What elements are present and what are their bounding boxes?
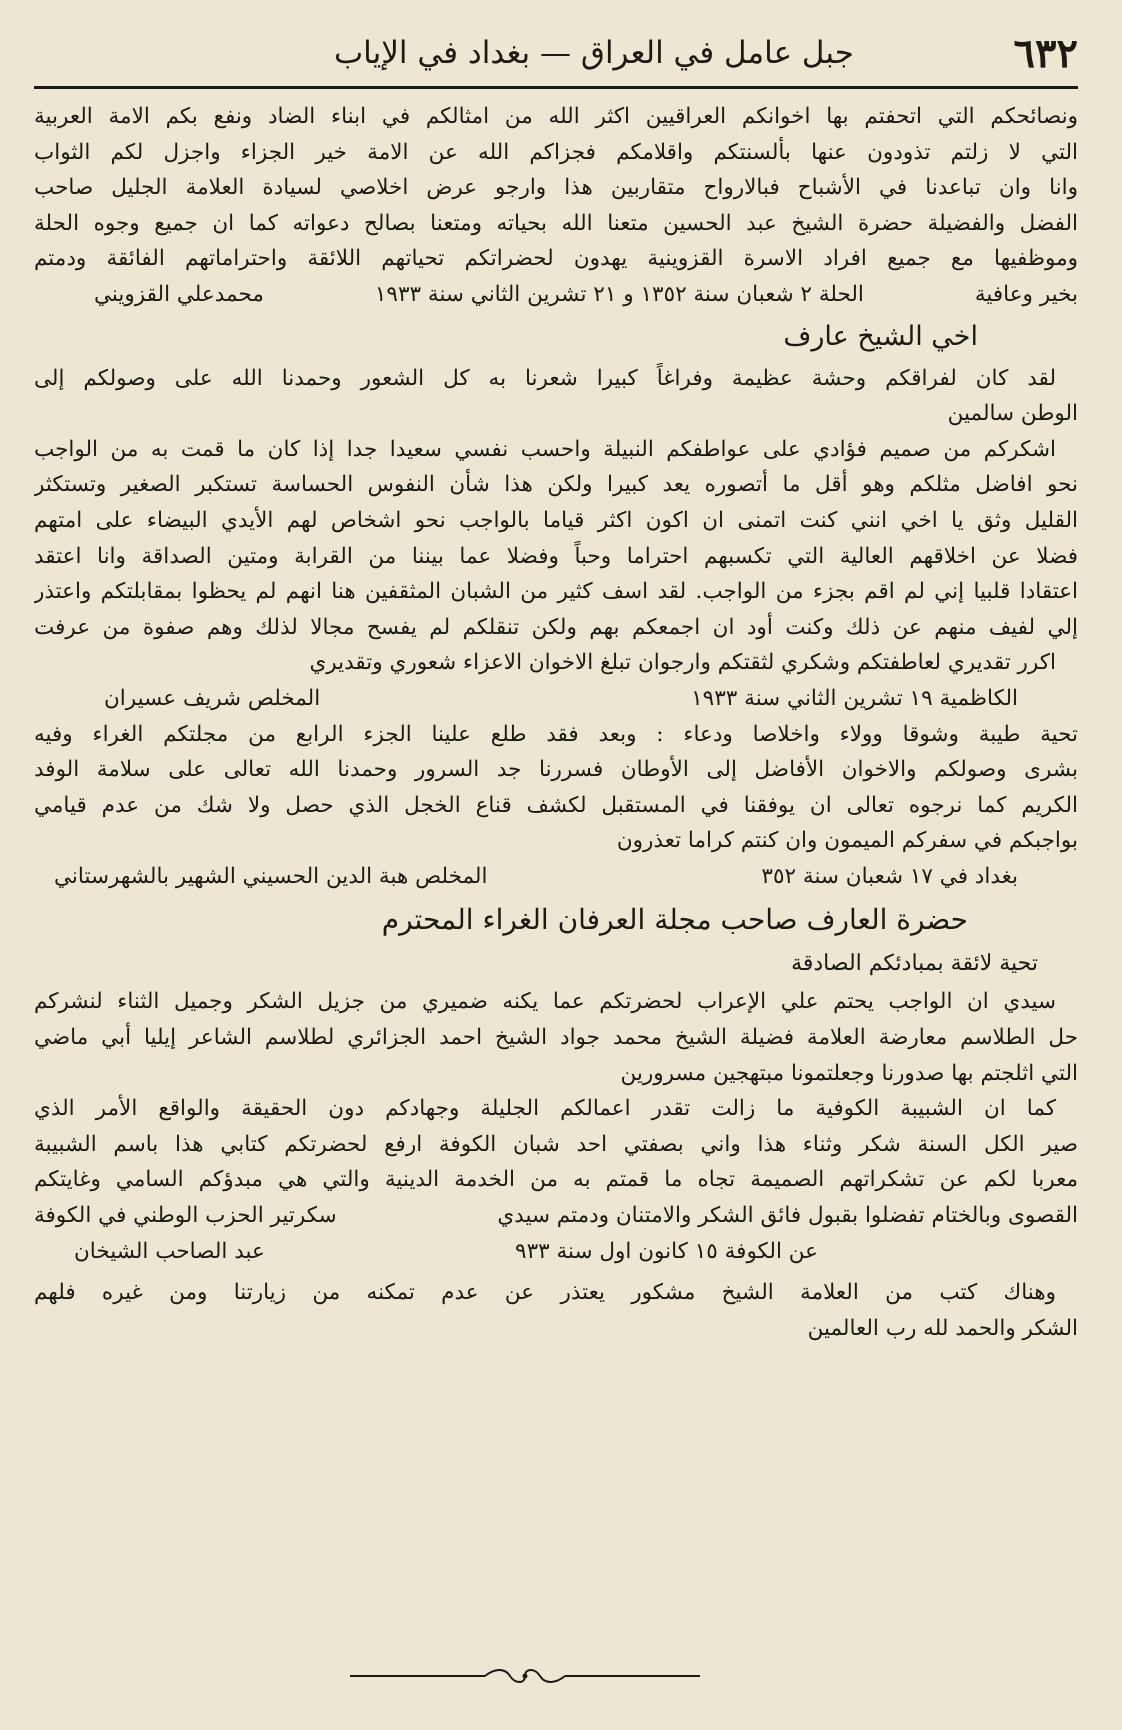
end-ornament <box>350 1668 700 1684</box>
text-line: كما ان الشبيبة الكوفية ما زالت تقدر اعمالكم الجليلة وجهادكم دون الحقيقة والواقع الأمر الذي <box>34 1096 1056 1122</box>
letter-heading: اخي الشيخ عارف <box>783 320 978 352</box>
text-line: التي اثلجتم بها صدورنا وجعلتمونا مبتهجين مسرورين <box>620 1060 1078 1086</box>
text-line: اشكركم من صميم فؤادي على عواطفكم النبيلة واحسب نفسي سعيدا جدا إذا كان ما قمت به من الواجب <box>34 436 1056 462</box>
place-date: الحلة ٢ شعبان سنة ١٣٥٢ و ٢١ تشرين الثاني سنة ١٩٣٣ <box>374 281 864 307</box>
letter-osseiran <box>34 315 1078 717</box>
closing-phrase: بخير وعافية <box>974 281 1078 307</box>
text-line: معربا لكم عن تشكراتهم الصميمة تجاه ما قمتم به من الخدمة الدينية والتي هي مبدؤكم السامي وغايتكم <box>34 1167 1078 1193</box>
letter-heading: حضرة العارف صاحب مجلة العرفان الغراء المحترم <box>381 903 968 937</box>
text-line: الوطن سالمين <box>947 401 1078 427</box>
text-line: تحية طيبة وشوقا وولاء واخلاصا ودعاء : وبعد فقد طلع علينا الجزء الرابع من مجلتكم الغراء وفيه <box>34 721 1078 747</box>
page-number: ٦٣٢ <box>1013 29 1078 77</box>
running-head: جبل عامل في العراق — بغداد في الإياب <box>334 35 854 71</box>
text-line: وموظفيها مع جميع افراد الاسرة القزوينية يهدون لحضراتكم تحياتهم اللائقة واحتراماتهم الفائقة ودمتم <box>34 246 1078 272</box>
text-line: إلي لفيف منهم عن ذلك وكنت أود ان اجمعكم بهم ولكن تنقلكم لم يفسح مجالا لذلك وهم صفوة من عرفت <box>34 614 1078 640</box>
text-line: بواجبكم في سفركم الميمون وان كنتم كراما تعذرون <box>616 828 1078 854</box>
text-line: سيدي ان الواجب يحتم علي الإعراب لحضرتكم عما يكنه ضميري من جزيل الشكر وجميل الثناء لنشركم <box>34 989 1056 1015</box>
text-line: القليل وثق يا اخي انني كنت اتمنى ان اكون اكثر قياما بالواجب نحو اشخاص لهم الأيدي البيضاء على امتهم <box>34 507 1078 533</box>
page-body <box>34 99 1078 1346</box>
text-line: فضلا عن اخلاقهم العالية التي تكسبهم احتراما وحباً وفضلا عما بيننا من القرابة ومتين الصداقة وانا اعتقد <box>34 543 1078 569</box>
text-line: الكريم كما نرجوه تعالى ان يوفقنا في المستقبل لكشف قناع الخجل الذي حصل ولا شك من عدم قيامي <box>34 792 1078 818</box>
signature-line <box>34 277 1078 313</box>
text-line: الشكر والحمد لله رب العالمين <box>807 1315 1078 1341</box>
signature-line <box>34 681 1078 717</box>
letter-kufa <box>34 896 1078 1269</box>
place-date: بغداد في ١٧ شعبان سنة ٣٥٢ <box>761 863 1018 889</box>
place-date: عن الكوفة ١٥ كانون اول سنة ٩٣٣ <box>515 1238 818 1264</box>
signature-line <box>34 1234 1078 1270</box>
closing-note <box>34 1275 1078 1346</box>
text-line: اعتقادا قلبيا إني لم اقم بجزء من الواجب. لقد اسف كثير من الشبان المثقفين هنا انهم لم يحظوا بمقابلتكم واعتذر <box>34 579 1078 605</box>
text-line: الفضل والفضيلة حضرة الشيخ عبد الحسين متعنا الله بحياته ومتعنا بصالح دعواته كما ان جميع وجوه الحلة <box>34 210 1078 236</box>
text-line: صير الكل السنة شكر وثناء هذا واني بصفتي احد شبان الكوفة ارفع لحضرتكم كتابي هذا باسم الشبيبة <box>34 1131 1078 1157</box>
closing-phrase: القصوى وبالختام تفضلوا بقبول فائق الشكر والامتنان ودمتم سيدي <box>497 1203 1078 1229</box>
signature: محمدعلي القزويني <box>94 281 264 307</box>
header-rule <box>34 86 1078 89</box>
text-line: وهناك كتب من العلامة الشيخ مشكور يعتذر عن عدم تمكنه من زيارتنا ومن غيره فلهم <box>34 1280 1056 1306</box>
letter-shahrastani <box>34 717 1078 895</box>
place-date: الكاظمية ١٩ تشرين الثاني سنة ١٩٣٣ <box>691 685 1018 711</box>
signature: المخلص هبة الدين الحسيني الشهير بالشهرستاني <box>54 863 488 889</box>
text-line: حل الطلاسم معارضة العلامة فضيلة الشيخ محمد جواد الشيخ احمد الجزائري لطلاسم الشاعر إيليا أبي ماضي <box>34 1025 1078 1051</box>
text-line: بشرى وصولكم والاخوان الأفاضل إلى الأوطان فسررنا جد السرور وحمدنا الله تعالى على سلامة الوفد <box>34 757 1078 783</box>
page-header <box>34 22 1078 84</box>
signature-line <box>34 859 1078 895</box>
signature: عبد الصاحب الشيخان <box>74 1238 265 1264</box>
signature: المخلص شريف عسيران <box>104 685 321 711</box>
text-line: نحو افاضل مثلكم وهو أقل ما أتصوره يعد كبيرا ولكن هذا شأن النفوس الحساسة تستكبر الصغير وتستكثر <box>34 472 1078 498</box>
text-line: التي لا زلتم تذودون عنها بألسنتكم واقلامكم فجزاكم الله عن الامة خير الجزاء واجزل لكم الثواب <box>34 139 1078 165</box>
letter-greeting: تحية لائقة بمبادئكم الصادقة <box>791 951 1038 977</box>
signature-line <box>34 1198 1078 1234</box>
text-line: ونصائحكم التي اتحفتم بها اخوانكم العراقيين اكثر الله من امثالكم في ابناء الضاد ونفع بكم الامة العربية <box>34 104 1078 129</box>
secretary-title: سكرتير الحزب الوطني في الكوفة <box>34 1203 337 1229</box>
letter-qazwini <box>34 99 1078 313</box>
text-line: اكرر تقديري لعاطفتكم وشكري لثقتكم وارجوان تبلغ الاخوان الاعزاء شعوري وتقديري <box>309 650 1056 676</box>
text-line: وانا وان تباعدنا في الأشباح فبالارواح متقاربين هذا وارجو عرض اخلاصي لسيادة العلامة الجليل صاحب <box>34 175 1078 201</box>
text-line: لقد كان لفراقكم وحشة عظيمة وفراغاً كبيرا شعرنا به كل الشعور وحمدنا الله على وصولكم إلى <box>34 365 1056 391</box>
